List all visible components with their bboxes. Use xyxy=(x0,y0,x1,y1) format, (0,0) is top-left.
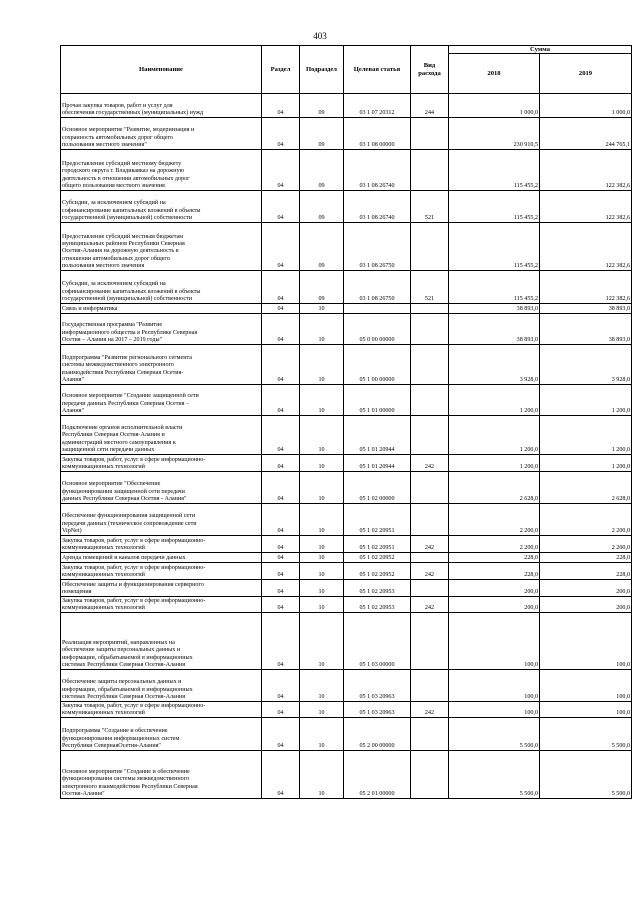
row-amount-2018: 3 928,0 xyxy=(449,345,540,385)
row-expense-type: 242 xyxy=(411,563,449,580)
row-target-article: 03 1 08 26750 xyxy=(344,223,411,271)
row-amount-2018: 100,0 xyxy=(449,613,540,670)
table-header xyxy=(61,46,632,94)
row-section: 04 xyxy=(262,563,300,580)
row-target-article: 05 1 02 20953 xyxy=(344,597,411,613)
row-subsection: 10 xyxy=(300,304,344,314)
row-amount-2019: 38 893,0 xyxy=(540,304,632,314)
row-subsection: 10 xyxy=(300,613,344,670)
row-amount-2018: 100,0 xyxy=(449,702,540,718)
row-amount-2019: 2 200,0 xyxy=(540,504,632,536)
row-amount-2018: 2 628,0 xyxy=(449,472,540,504)
table-row xyxy=(61,223,632,271)
row-amount-2018: 38 893,0 xyxy=(449,314,540,345)
row-expense-type: 242 xyxy=(411,455,449,472)
row-section: 04 xyxy=(262,670,300,702)
row-amount-2019: 228,0 xyxy=(540,563,632,580)
table-row xyxy=(61,563,632,580)
row-name: Аренда помещений и каналов передачи данных xyxy=(61,553,262,563)
row-section: 04 xyxy=(262,118,300,150)
row-expense-type xyxy=(411,670,449,702)
row-expense-type xyxy=(411,150,449,191)
row-section: 04 xyxy=(262,150,300,191)
row-expense-type xyxy=(411,718,449,751)
row-section: 04 xyxy=(262,455,300,472)
table-row xyxy=(61,580,632,597)
row-amount-2019: 122 382,6 xyxy=(540,150,632,191)
row-target-article: 05 1 02 20952 xyxy=(344,563,411,580)
table-row xyxy=(61,416,632,455)
row-amount-2018: 228,0 xyxy=(449,553,540,563)
row-amount-2018: 1 000,0 xyxy=(449,94,540,118)
row-target-article: 03 1 08 00000 xyxy=(344,118,411,150)
row-target-article: 03 1 07 20312 xyxy=(344,94,411,118)
row-expense-type xyxy=(411,118,449,150)
table-row xyxy=(61,191,632,223)
row-name: Подключение органов исполнительной власти Республики Северная Осетия-Алания и администраций местного самоуправления к защищенной сети передачи данных xyxy=(61,416,262,455)
row-amount-2018: 38 893,0 xyxy=(449,304,540,314)
row-amount-2018: 2 200,0 xyxy=(449,536,540,553)
row-amount-2019: 5 500,0 xyxy=(540,718,632,751)
row-subsection: 10 xyxy=(300,385,344,416)
row-target-article: 05 1 03 20963 xyxy=(344,670,411,702)
row-amount-2018: 115 455,2 xyxy=(449,271,540,304)
row-amount-2019: 5 500,0 xyxy=(540,751,632,799)
row-subsection: 09 xyxy=(300,223,344,271)
table-row xyxy=(61,455,632,472)
header-expense-type: Вид расхода xyxy=(411,46,449,94)
row-expense-type xyxy=(411,553,449,563)
row-name: Обеспечение функционирования защищенной сети передачи данных (техническое сопровождение сети VipNet) xyxy=(61,504,262,536)
row-target-article xyxy=(344,304,411,314)
row-amount-2018: 1 200,0 xyxy=(449,385,540,416)
row-section: 04 xyxy=(262,304,300,314)
row-amount-2019: 122 382,6 xyxy=(540,191,632,223)
row-subsection: 10 xyxy=(300,670,344,702)
header-year-2019: 2019 xyxy=(540,54,632,94)
row-expense-type: 242 xyxy=(411,597,449,613)
row-amount-2019: 244 765,1 xyxy=(540,118,632,150)
row-amount-2018: 100,0 xyxy=(449,670,540,702)
row-name: Закупка товаров, работ, услуг в сфере информационно- коммуникационных технологий xyxy=(61,563,262,580)
row-name: Закупка товаров, работ, услуг в сфере информационно- коммуникационных технологий xyxy=(61,702,262,718)
row-target-article: 05 1 02 20953 xyxy=(344,580,411,597)
table-row xyxy=(61,553,632,563)
row-name: Обеспечение защиты персональных данных и информации, обрабатываемой в информационных системах Республики Северная Осетия-Алания xyxy=(61,670,262,702)
row-subsection: 10 xyxy=(300,563,344,580)
row-amount-2018: 200,0 xyxy=(449,597,540,613)
row-subsection: 10 xyxy=(300,553,344,563)
row-amount-2019: 3 928,0 xyxy=(540,345,632,385)
row-subsection: 10 xyxy=(300,536,344,553)
table-row xyxy=(61,504,632,536)
row-subsection: 09 xyxy=(300,150,344,191)
header-subsection: Подраздел xyxy=(300,46,344,94)
row-subsection: 10 xyxy=(300,597,344,613)
row-amount-2018: 5 500,0 xyxy=(449,751,540,799)
row-subsection: 10 xyxy=(300,416,344,455)
row-name: Закупка товаров, работ, услуг в сфере информационно- коммуникационных технологий xyxy=(61,455,262,472)
row-amount-2018: 115 455,2 xyxy=(449,223,540,271)
header-sum: Сумма xyxy=(449,46,632,54)
row-amount-2018: 115 455,2 xyxy=(449,150,540,191)
table-row xyxy=(61,385,632,416)
header-name: Наименование xyxy=(61,46,262,94)
row-expense-type xyxy=(411,385,449,416)
row-section: 04 xyxy=(262,472,300,504)
row-name: Предоставление субсидий местному бюджету городского округа г. Владикавказ на дорожную деятельность в отношении автомобильных дорог общего пользования местного значения xyxy=(61,150,262,191)
row-section: 04 xyxy=(262,597,300,613)
page-number: 403 xyxy=(313,31,327,41)
row-subsection: 09 xyxy=(300,118,344,150)
row-expense-type xyxy=(411,472,449,504)
row-section: 04 xyxy=(262,504,300,536)
row-target-article: 03 1 08 26740 xyxy=(344,150,411,191)
row-expense-type xyxy=(411,345,449,385)
row-expense-type: 244 xyxy=(411,94,449,118)
row-amount-2019: 1 200,0 xyxy=(540,385,632,416)
row-target-article: 03 1 08 26740 xyxy=(344,191,411,223)
row-amount-2019: 122 382,6 xyxy=(540,271,632,304)
row-target-article: 05 1 02 20951 xyxy=(344,504,411,536)
row-target-article: 05 2 00 00000 xyxy=(344,718,411,751)
row-subsection: 10 xyxy=(300,314,344,345)
table-row xyxy=(61,314,632,345)
row-name: Обеспечение защиты и функционирования серверного помещения xyxy=(61,580,262,597)
table-row xyxy=(61,702,632,718)
row-name: Закупка товаров, работ, услуг в сфере информационно- коммуникационных технологий xyxy=(61,536,262,553)
row-amount-2018: 1 200,0 xyxy=(449,416,540,455)
table-row xyxy=(61,597,632,613)
row-section: 04 xyxy=(262,751,300,799)
row-target-article: 05 1 03 00000 xyxy=(344,613,411,670)
row-amount-2018: 230 910,5 xyxy=(449,118,540,150)
row-amount-2019: 38 893,0 xyxy=(540,314,632,345)
row-expense-type xyxy=(411,416,449,455)
row-name: Подпрограмма "Развитие регионального сегмента системы межведомственного электронного взаимодействия Республики Северная Осетия- Алания" xyxy=(61,345,262,385)
row-expense-type xyxy=(411,504,449,536)
row-section: 04 xyxy=(262,718,300,751)
row-name: Основное мероприятие "Развитие, модернизация и сохранность автомобильных дорог общего пользования местного значения" xyxy=(61,118,262,150)
row-target-article: 05 1 03 20963 xyxy=(344,702,411,718)
row-amount-2019: 200,0 xyxy=(540,597,632,613)
row-target-article: 05 1 02 00000 xyxy=(344,472,411,504)
row-name: Закупка товаров, работ, услуг в сфере информационно- коммуникационных технологий xyxy=(61,597,262,613)
row-section: 04 xyxy=(262,702,300,718)
row-expense-type xyxy=(411,223,449,271)
row-section: 04 xyxy=(262,613,300,670)
row-target-article: 05 1 00 00000 xyxy=(344,345,411,385)
row-amount-2019: 1 000,0 xyxy=(540,94,632,118)
row-section: 04 xyxy=(262,536,300,553)
row-subsection: 10 xyxy=(300,580,344,597)
table-body xyxy=(61,94,632,799)
table-row xyxy=(61,472,632,504)
row-subsection: 10 xyxy=(300,504,344,536)
row-expense-type xyxy=(411,580,449,597)
row-target-article: 05 1 02 20952 xyxy=(344,553,411,563)
row-target-article: 05 1 01 20944 xyxy=(344,455,411,472)
table-row xyxy=(61,718,632,751)
row-amount-2018: 5 500,0 xyxy=(449,718,540,751)
row-name: Прочая закупка товаров, работ и услуг для обеспечения государственных (муниципальных) нужд xyxy=(61,94,262,118)
row-expense-type: 242 xyxy=(411,536,449,553)
row-name: Предоставление субсидий местным бюджетам муниципальных районов Республики Северная Осетия-Алания на дорожную деятельность в отношении автомобильных дорог общего пользования местного значения xyxy=(61,223,262,271)
header-section: Раздел xyxy=(262,46,300,94)
row-amount-2018: 200,0 xyxy=(449,580,540,597)
row-section: 04 xyxy=(262,416,300,455)
row-target-article: 05 1 02 20951 xyxy=(344,536,411,553)
table-row xyxy=(61,304,632,314)
row-section: 04 xyxy=(262,223,300,271)
row-amount-2018: 2 200,0 xyxy=(449,504,540,536)
row-subsection: 10 xyxy=(300,718,344,751)
row-subsection: 10 xyxy=(300,702,344,718)
row-name: Связь и информатика xyxy=(61,304,262,314)
row-amount-2019: 200,0 xyxy=(540,580,632,597)
table-row xyxy=(61,670,632,702)
row-amount-2018: 1 200,0 xyxy=(449,455,540,472)
row-target-article: 05 1 01 20944 xyxy=(344,416,411,455)
row-name: Реализация мероприятий, направленных на обеспечение защиты персональных данных и информации, обрабатываемой в информационных системах Республики Северная Осетия-Алания xyxy=(61,613,262,670)
row-subsection: 10 xyxy=(300,751,344,799)
row-section: 04 xyxy=(262,553,300,563)
table-row xyxy=(61,536,632,553)
row-expense-type xyxy=(411,304,449,314)
row-amount-2019: 2 200,0 xyxy=(540,536,632,553)
row-section: 04 xyxy=(262,271,300,304)
row-amount-2019: 2 628,0 xyxy=(540,472,632,504)
row-expense-type: 242 xyxy=(411,702,449,718)
row-name: Субсидии, за исключением субсидий на софинансирование капитальных вложений в объекты государственной (муниципальной) собственности xyxy=(61,271,262,304)
table-row xyxy=(61,345,632,385)
row-section: 04 xyxy=(262,314,300,345)
table-row xyxy=(61,94,632,118)
row-subsection: 09 xyxy=(300,271,344,304)
row-amount-2019: 100,0 xyxy=(540,613,632,670)
row-expense-type: 521 xyxy=(411,191,449,223)
row-name: Подпрограмма "Создание и обеспечение функционирования информационных систем Республики СевернаяОсетия-Алания" xyxy=(61,718,262,751)
row-amount-2019: 100,0 xyxy=(540,702,632,718)
row-section: 04 xyxy=(262,580,300,597)
table-row xyxy=(61,150,632,191)
row-section: 04 xyxy=(262,191,300,223)
row-target-article: 05 0 00 00000 xyxy=(344,314,411,345)
row-expense-type xyxy=(411,751,449,799)
row-name: Основное мероприятие "Обеспечение функционирования защищенной сети передачи данных Республики Северная Осетия - Алания" xyxy=(61,472,262,504)
table-row xyxy=(61,613,632,670)
row-subsection: 09 xyxy=(300,94,344,118)
row-amount-2019: 100,0 xyxy=(540,670,632,702)
row-subsection: 10 xyxy=(300,455,344,472)
row-expense-type xyxy=(411,613,449,670)
row-section: 04 xyxy=(262,94,300,118)
row-name: Основное мероприятие "Создание защищенной сети передачи данных Республики Северная Осетия – Алания" xyxy=(61,385,262,416)
row-target-article: 05 1 01 00000 xyxy=(344,385,411,416)
budget-table xyxy=(60,45,632,799)
row-section: 04 xyxy=(262,385,300,416)
table-row xyxy=(61,751,632,799)
row-amount-2019: 228,0 xyxy=(540,553,632,563)
row-amount-2019: 1 200,0 xyxy=(540,455,632,472)
row-target-article: 05 2 01 00000 xyxy=(344,751,411,799)
row-amount-2018: 228,0 xyxy=(449,563,540,580)
row-subsection: 10 xyxy=(300,345,344,385)
row-target-article: 03 1 08 26750 xyxy=(344,271,411,304)
row-expense-type xyxy=(411,314,449,345)
row-expense-type: 521 xyxy=(411,271,449,304)
row-name: Субсидии, за исключением субсидий на софинансирование капитальных вложений в объекты государственной (муниципальной) собственности xyxy=(61,191,262,223)
table-row xyxy=(61,118,632,150)
row-name: Основное мероприятие "Создание и обеспечение функционирования системы межведомственного электронного взаимодействия Республики Северная Осетия-Алания" xyxy=(61,751,262,799)
row-section: 04 xyxy=(262,345,300,385)
row-subsection: 10 xyxy=(300,472,344,504)
header-target-article: Целевая статья xyxy=(344,46,411,94)
row-amount-2018: 115 455,2 xyxy=(449,191,540,223)
header-year-2018: 2018 xyxy=(449,54,540,94)
row-amount-2019: 1 200,0 xyxy=(540,416,632,455)
row-name: Государственная программа "Развитие информационного общества в Республике Северная Осетия – Алания на 2017 – 2019 годы" xyxy=(61,314,262,345)
row-amount-2019: 122 382,6 xyxy=(540,223,632,271)
table-row xyxy=(61,271,632,304)
row-subsection: 09 xyxy=(300,191,344,223)
